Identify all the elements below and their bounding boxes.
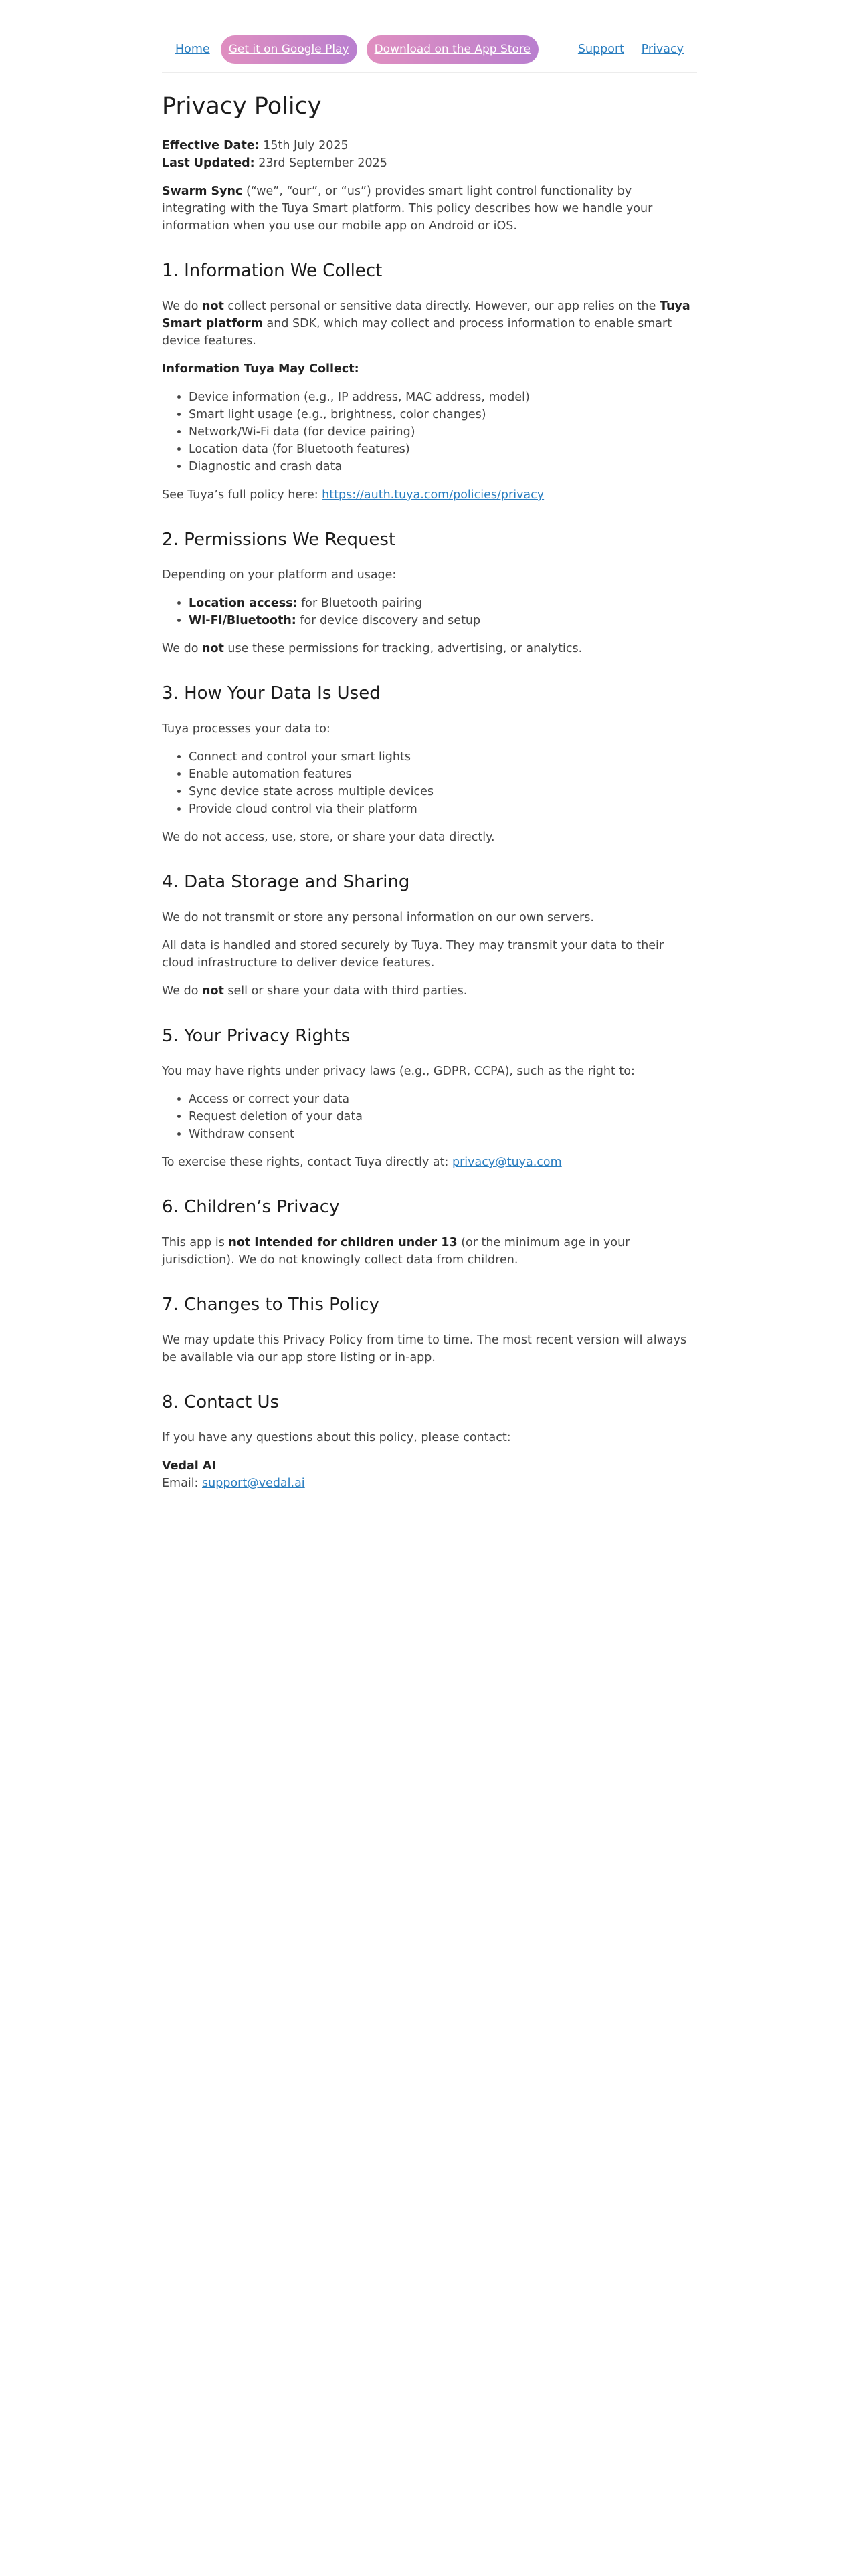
text: To exercise these rights, contact Tuya directly at:: [162, 1156, 452, 1169]
page-title: Privacy Policy: [162, 93, 322, 120]
section-heading-4: 4. Data Storage and Sharing: [162, 872, 410, 892]
section-heading-8: 8. Contact Us: [162, 1392, 280, 1412]
s7-paragraph: We may update this Privacy Policy from time to time. The most recent version will always be available via our app store listing or in-app.: [162, 1333, 687, 1364]
effective-date-value: 15th July 2025: [259, 139, 349, 152]
effective-date-label: Effective Date:: [162, 139, 260, 152]
subheading-text: Information Tuya May Collect:: [162, 362, 359, 376]
contact-block: [162, 1457, 697, 1492]
item-label: Wi-Fi/Bluetooth:: [189, 614, 296, 627]
list-item: • Access or correct your data: [189, 1091, 697, 1108]
list-item: • Request deletion of your data: [189, 1108, 697, 1125]
text: We do: [162, 984, 202, 998]
list-item: • Connect and control your smart lights: [189, 748, 697, 766]
nav-right-links: [578, 41, 684, 58]
s4-paragraph-3: [162, 982, 697, 1000]
section-heading-7: 7. Changes to This Policy: [162, 1295, 379, 1315]
contact-email-label: Email:: [162, 1477, 203, 1490]
home-link[interactable]: Home: [175, 43, 210, 56]
brand-name: Swarm Sync: [162, 185, 243, 198]
list-item: [189, 595, 697, 612]
text: collect personal or sensitive data directly. However, our app relies on the: [223, 300, 660, 313]
s5-list: [162, 1091, 697, 1143]
s1-subheading: [162, 360, 697, 378]
s3-outro: We do not access, use, store, or share your data directly.: [162, 831, 495, 844]
list-item: • Location data (for Bluetooth features): [189, 441, 697, 458]
tuya-email-link[interactable]: privacy@tuya.com: [452, 1156, 562, 1169]
contact-org: Vedal AI: [162, 1459, 216, 1473]
s4-paragraph-1: We do not transmit or store any personal information on our own servers.: [162, 911, 594, 924]
list-item: • Sync device state across multiple devices: [189, 783, 697, 800]
text: and SDK, which may collect and process information to enable smart device features.: [162, 317, 672, 348]
list-item: • Device information (e.g., IP address, MAC address, model): [189, 389, 697, 406]
section-heading-1: 1. Information We Collect: [162, 261, 383, 281]
effective-date: [162, 137, 697, 154]
list-item: • Smart light usage (e.g., brightness, color changes): [189, 406, 697, 423]
text: See Tuya’s full policy here:: [162, 488, 322, 502]
page-container: [162, 0, 697, 1492]
section-heading-5: 5. Your Privacy Rights: [162, 1026, 351, 1046]
s2-intro: Depending on your platform and usage:: [162, 568, 397, 582]
app-store-button[interactable]: Download on the App Store: [367, 35, 539, 64]
tuya-policy-line: [162, 486, 697, 504]
item-text: for Bluetooth pairing: [297, 597, 423, 610]
intro-paragraph: [162, 183, 697, 235]
list-item: • Provide cloud control via their platform: [189, 800, 697, 818]
emphasis: not: [202, 984, 224, 998]
emphasis: not intended for children under 13: [228, 1236, 458, 1249]
s4-paragraph-2: All data is handled and stored securely by Tuya. They may transmit your data to their cloud infrastructure to deliver device features.: [162, 939, 664, 970]
s5-intro: You may have rights under privacy laws (e.g., GDPR, CCPA), such as the right to:: [162, 1065, 635, 1078]
s1-paragraph: [162, 298, 697, 350]
list-item: • Withdraw consent: [189, 1125, 697, 1143]
s1-list: [162, 389, 697, 475]
item-label: Location access:: [189, 597, 298, 610]
section-heading-3: 3. How Your Data Is Used: [162, 683, 381, 704]
support-email-link[interactable]: support@vedal.ai: [202, 1477, 305, 1490]
s2-list: [162, 595, 697, 629]
text: use these permissions for tracking, advertising, or analytics.: [223, 642, 583, 655]
tuya-policy-link[interactable]: https://auth.tuya.com/policies/privacy: [322, 488, 545, 502]
item-text: for device discovery and setup: [296, 614, 481, 627]
intro-text: (“we”, “our”, or “us”) provides smart light control functionality by integrating with the Tuya Smart platform. This policy describes how we handle your information when you use our mobile app on Android or iOS.: [162, 185, 653, 233]
emphasis: not: [202, 300, 224, 313]
list-item: • Enable automation features: [189, 766, 697, 783]
last-updated-label: Last Updated:: [162, 156, 255, 170]
support-link[interactable]: Support: [577, 43, 625, 56]
text: sell or share your data with third parties.: [223, 984, 468, 998]
privacy-link[interactable]: Privacy: [641, 43, 684, 56]
section-heading-2: 2. Permissions We Request: [162, 530, 396, 550]
text: This app is: [162, 1236, 229, 1249]
emphasis: not: [202, 642, 224, 655]
s3-intro: Tuya processes your data to:: [162, 722, 330, 736]
text: We do: [162, 642, 202, 655]
top-nav: [162, 35, 697, 73]
s6-paragraph: [162, 1234, 697, 1269]
list-item: • Network/Wi-Fi data (for device pairing): [189, 423, 697, 441]
list-item: [189, 612, 697, 629]
last-updated: [162, 154, 697, 172]
section-heading-6: 6. Children’s Privacy: [162, 1197, 340, 1217]
s8-intro: If you have any questions about this policy, please contact:: [162, 1431, 511, 1444]
emphasis: Tuya Smart platform: [162, 300, 690, 330]
google-play-button[interactable]: Get it on Google Play: [221, 35, 357, 64]
list-item: • Diagnostic and crash data: [189, 458, 697, 475]
text: We do: [162, 300, 202, 313]
s2-paragraph: [162, 640, 697, 657]
last-updated-value: 23rd September 2025: [254, 156, 387, 170]
s5-contact: [162, 1154, 697, 1171]
text: (or the minimum age in your jurisdiction). We do not knowingly collect data from children.: [162, 1236, 630, 1267]
s3-list: [162, 748, 697, 818]
policy-dates: [162, 137, 697, 172]
